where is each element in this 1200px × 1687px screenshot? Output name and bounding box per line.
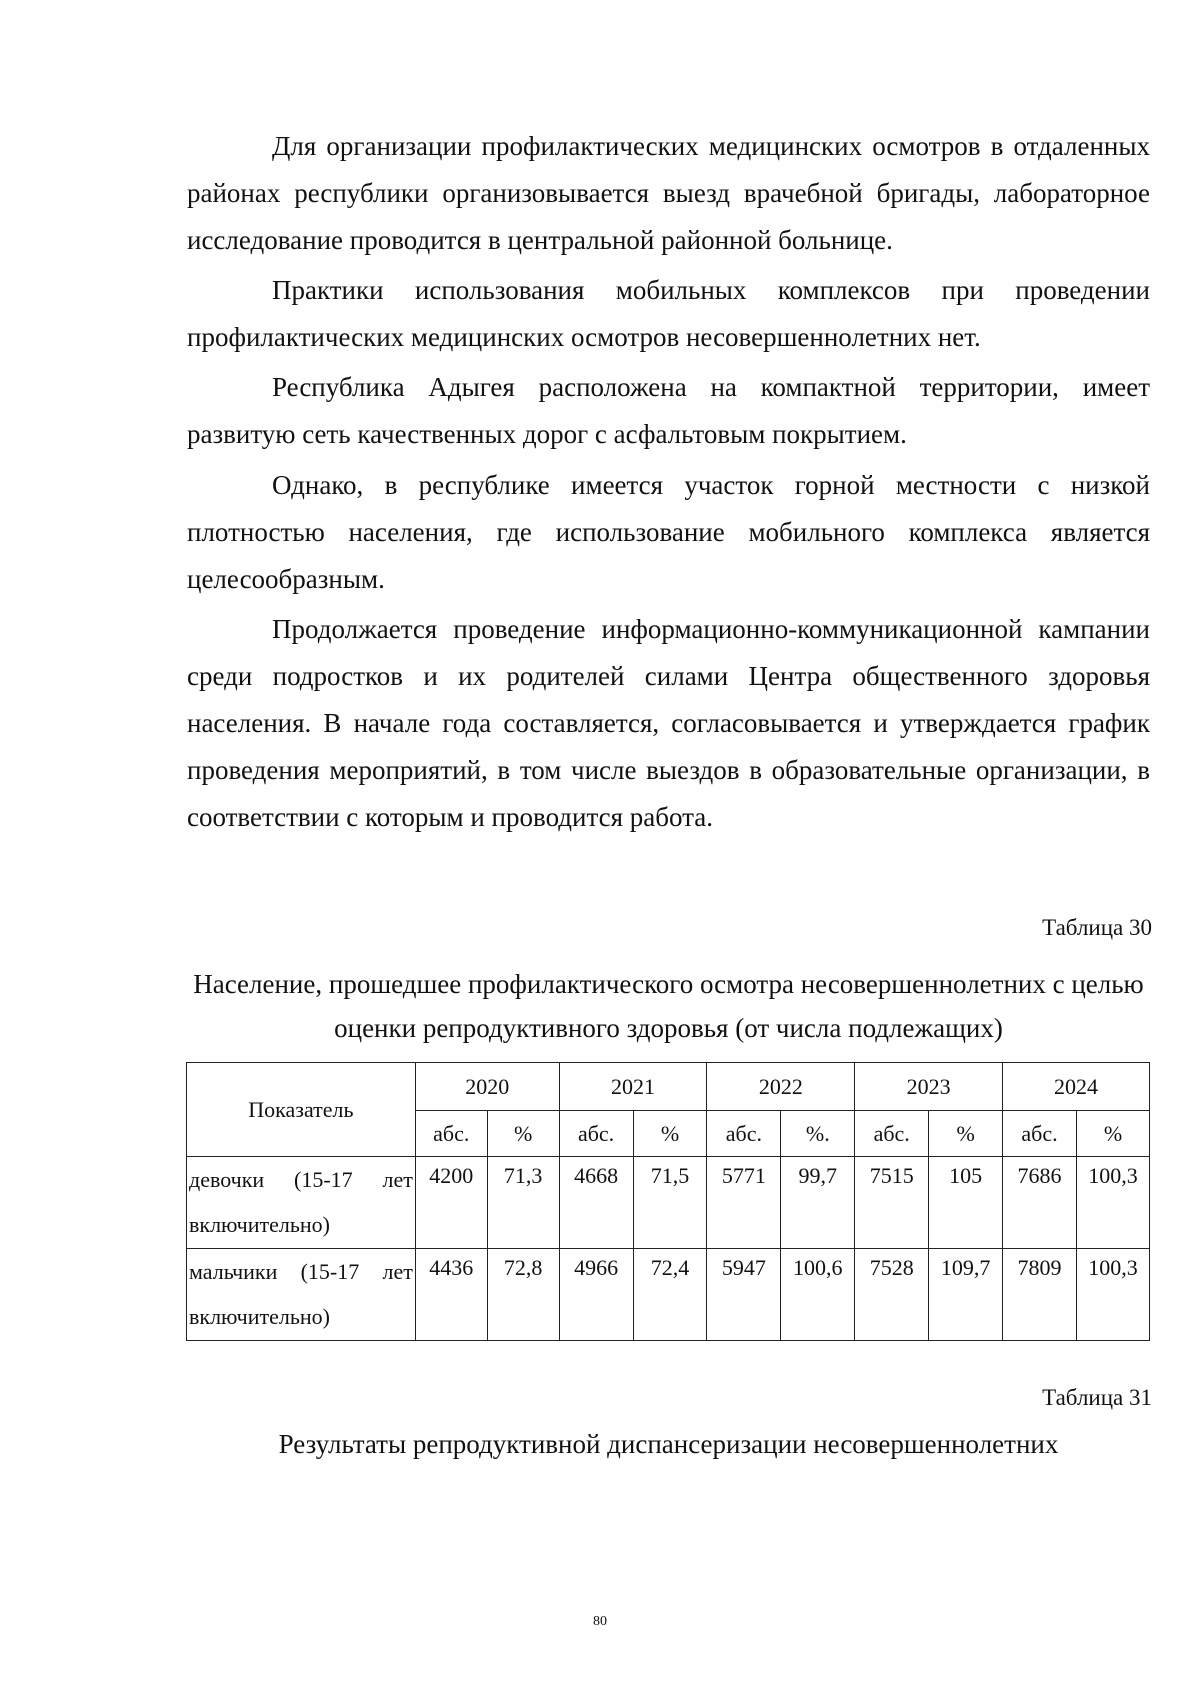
cell-value: 71,3 [487, 1157, 559, 1249]
year-header: 2020 [415, 1063, 559, 1111]
paragraph-mobile-complex-practice: Практики использования мобильных комплексов при проведении профилактических медицинских осмотров несовершеннолетних нет. [187, 275, 1150, 352]
table-30 [186, 1062, 1150, 1341]
cell-value: 109,7 [929, 1249, 1003, 1341]
row-label: мальчики (15-17 лет включительно) [187, 1249, 416, 1341]
year-header: 2022 [707, 1063, 855, 1111]
sub-header: % [487, 1111, 559, 1157]
cell-value: 7686 [1003, 1157, 1077, 1249]
cell-value: 4200 [415, 1157, 487, 1249]
cell-value: 100,3 [1076, 1249, 1149, 1341]
sub-header: абс. [855, 1111, 929, 1157]
sub-header: абс. [707, 1111, 781, 1157]
table-31-title: Результаты репродуктивной диспансеризации несовершеннолетних [278, 1429, 1059, 1459]
sub-header: % [1076, 1111, 1149, 1157]
paragraph-territory: Республика Адыгея расположена на компактной территории, имеет развитую сеть качественных дорог с асфальтовым покрытием. [187, 372, 1150, 449]
sub-header: абс. [415, 1111, 487, 1157]
cell-value: 99,7 [781, 1157, 855, 1249]
sub-header: % [633, 1111, 707, 1157]
paragraph-mobile-brigades: Для организации профилактических медицинских осмотров в отдаленных районах республики организовывается выезд врачебной бригады, лабораторное исследование проводится в центральной районной больнице. [187, 131, 1150, 255]
cell-value: 7515 [855, 1157, 929, 1249]
cell-value: 7528 [855, 1249, 929, 1341]
cell-value: 4436 [415, 1249, 487, 1341]
cell-value: 100,3 [1076, 1157, 1149, 1249]
table-31-number: Таблица 31 [1042, 1385, 1152, 1410]
cell-value: 105 [929, 1157, 1003, 1249]
cell-value: 7809 [1003, 1249, 1077, 1341]
table-30-title: Население, прошедшее профилактического осмотра несовершеннолетних с целью оценки репродуктивного здоровья (от числа подлежащих) [193, 969, 1144, 1043]
cell-value: 71,5 [633, 1157, 707, 1249]
year-header: 2021 [559, 1063, 707, 1111]
table-row [187, 1157, 1150, 1249]
indicator-header: Показатель [187, 1063, 416, 1157]
sub-header: абс. [1003, 1111, 1077, 1157]
cell-value: 4668 [559, 1157, 633, 1249]
paragraph-mountain-area: Однако, в республике имеется участок горной местности с низкой плотностью населения, где использование мобильного комплекса является целесообразным. [187, 470, 1150, 594]
table-30-number: Таблица 30 [1042, 915, 1152, 940]
cell-value: 100,6 [781, 1249, 855, 1341]
cell-value: 5947 [707, 1249, 781, 1341]
year-header: 2023 [855, 1063, 1003, 1111]
cell-value: 4966 [559, 1249, 633, 1341]
sub-header: %. [781, 1111, 855, 1157]
sub-header: абс. [559, 1111, 633, 1157]
year-header: 2024 [1003, 1063, 1150, 1111]
table-row [187, 1249, 1150, 1341]
row-label: девочки (15-17 лет включительно) [187, 1157, 416, 1249]
paragraph-info-campaign: Продолжается проведение информационно-коммуникационной кампании среди подростков и их родителей силами Центра общественного здоровья населения. В начале года составляется, согласовывается и утверждается график проведения мероприятий, в том числе выездов в образовательные организации, в соответствии с которым и проводится работа. [187, 614, 1150, 832]
page-number: 80 [593, 1614, 607, 1629]
cell-value: 72,4 [633, 1249, 707, 1341]
cell-value: 5771 [707, 1157, 781, 1249]
sub-header: % [929, 1111, 1003, 1157]
cell-value: 72,8 [487, 1249, 559, 1341]
